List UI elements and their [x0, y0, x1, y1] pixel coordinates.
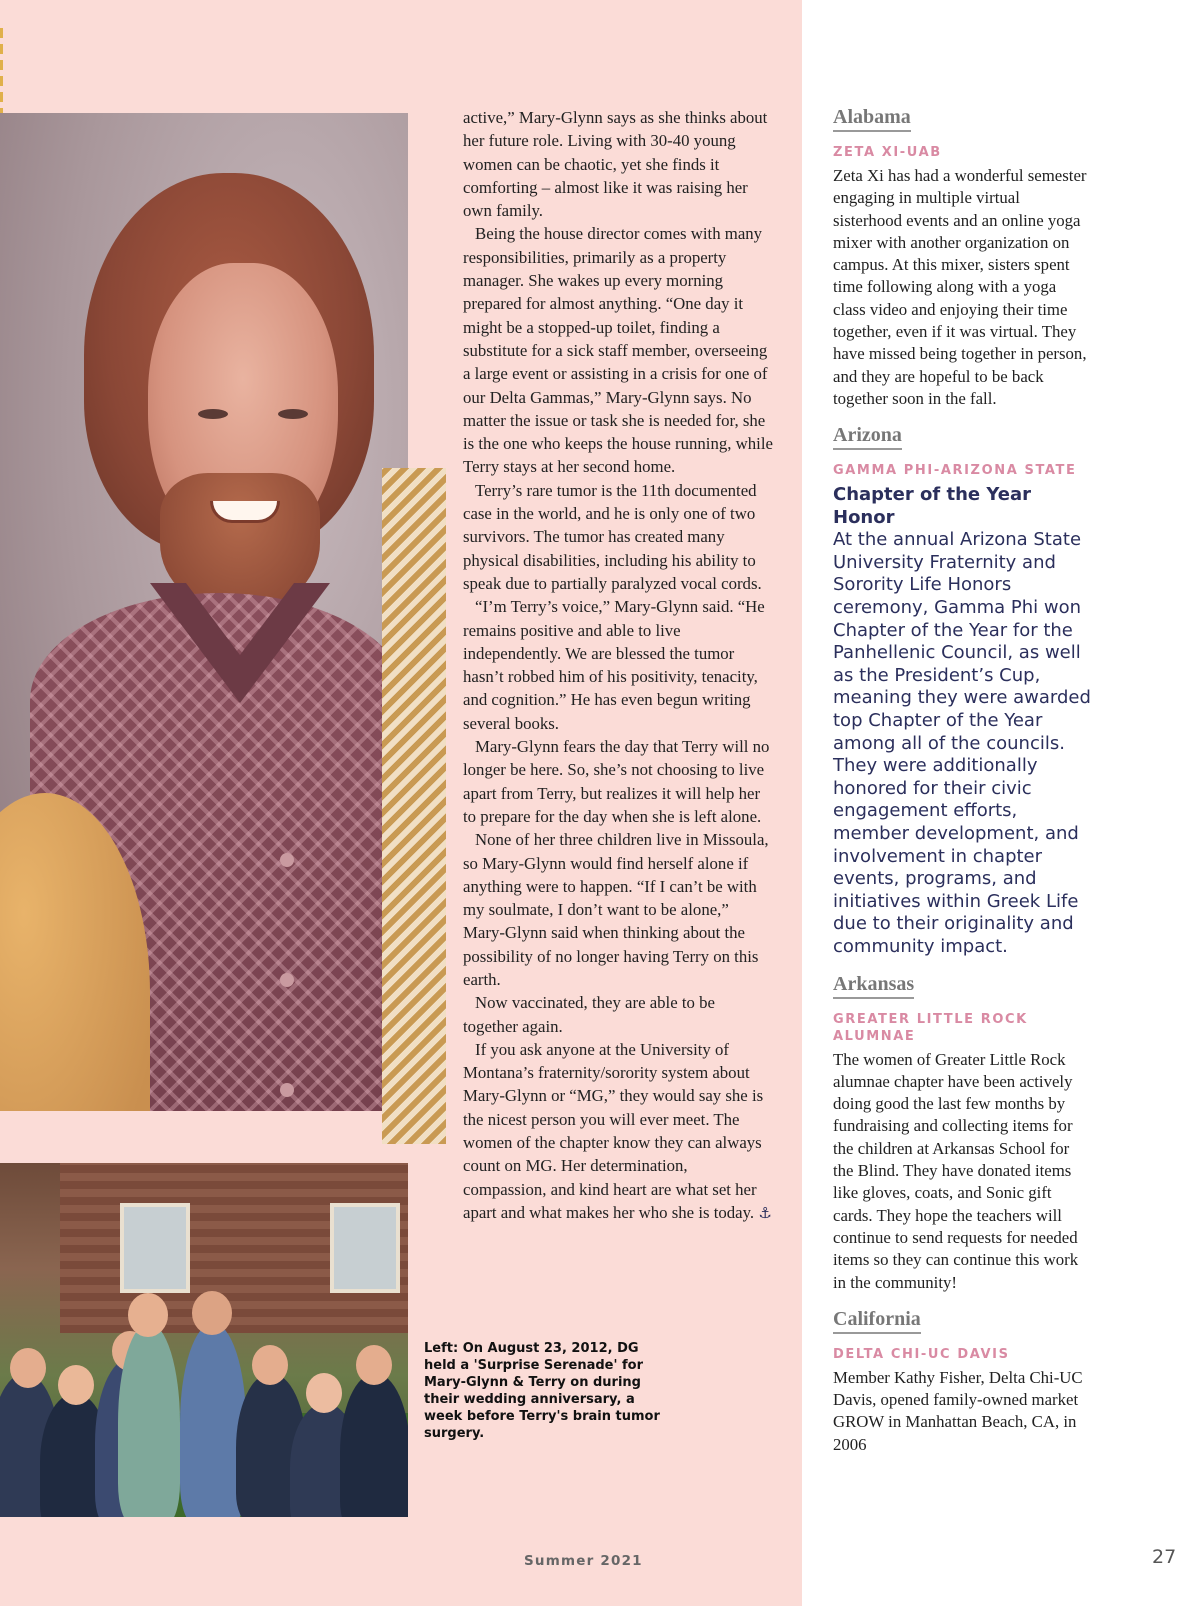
news-entry-california — [833, 1308, 1093, 1456]
portrait-photo-terry — [0, 113, 408, 1111]
honor-title: Chapter of the Year Honor — [833, 484, 1031, 529]
chapter-name: ZETA XI-UAB — [833, 145, 942, 160]
news-entry-alabama — [833, 106, 1093, 410]
article-paragraph-2: Being the house director comes with many responsibilities, primarily as a property manager. She wakes up every morning prepared for almost anything. “One day it might be a stopped-up toilet, finding a substitute for a sick staff member, overseeing a large event or assisting in a crisis for one of our Delta Gammas,” Mary-Glynn says. No matter the issue or task she is needed for, she is the one who keeps the house running, while Terry stays at her second home. — [463, 224, 773, 477]
article-paragraph-5: Mary-Glynn fears the day that Terry will no longer be here. So, she’s not choosing to live apart from Terry, but realizes it will help her to prepare for the day when she is left alone. — [463, 737, 770, 826]
entry-body: Zeta Xi has had a wonderful semester engaging in multiple virtual sisterhood events and an online yoga mixer with another organization on campus. At this mixer, sisters spent time following along with a yoga class video and enjoying their time together, even if it was virtual. They have missed being together in person, and they are hopeful to be back together soon in the fall. — [833, 166, 1087, 408]
article-paragraph-4: “I’m Terry’s voice,” Mary-Glynn said. “He remains positive and able to live independently. We are blessed the tumor hasn’t robbed him of his positivity, tenacity, and cognition.” He has even begun writing several books. — [463, 597, 765, 733]
anchor-icon: ⚓ — [758, 1203, 772, 1222]
page-number: 27 — [1152, 1546, 1177, 1568]
news-entry-arizona — [833, 424, 1093, 958]
article-paragraph-7: Now vaccinated, they are able to be together again. — [463, 993, 715, 1036]
news-entry-arkansas — [833, 973, 1093, 1294]
entry-body: The women of Greater Little Rock alumnae chapter have been actively doing good the last few months by fundraising and collecting items for the children at Arkansas School for the Blind. They have donated items like gloves, coats, and Sonic gift cards. They hope the teachers will continue to send requests for needed items so they can continue this work in the community! — [833, 1049, 1079, 1292]
entry-body: Member Kathy Fisher, Delta Chi-UC Davis, opened family-owned market GROW in Manhattan Beach, CA, in 2006 — [833, 1367, 1083, 1454]
state-heading: California — [833, 1308, 921, 1334]
article-paragraph-3: Terry’s rare tumor is the 11th documented case in the world, and he is only one of two survivors. The tumor has created many physical disabilities, including his ability to speak due to partially paralyzed vocal cords. — [463, 480, 762, 593]
state-heading: Arizona — [833, 424, 902, 450]
chapter-name: GAMMA PHI-ARIZONA STATE — [833, 463, 1077, 479]
article-paragraph-6: None of her three children live in Missoula, so Mary-Glynn would find herself alone if anything were to happen. “If I can’t be with my soulmate, I don’t want to be alone,” Mary-Glynn said when thinking about the possibility of no longer having Terry on this earth. — [463, 830, 769, 989]
entry-body: At the annual Arizona State University Fraternity and Sorority Life Honors ceremony, Gamma Phi won Chapter of the Year for the Panhellenic Council, as well as the President’s Cup, meaning they were awarded top Chapter of the Year among all of the councils. They were additionally honored for their civic engagement efforts, member development, and involvement in chapter events, programs, and initiatives within Greek Life due to their originality and community impact. — [833, 529, 1091, 957]
state-heading: Alabama — [833, 106, 911, 132]
article-paragraph-8 — [463, 1038, 773, 1225]
chapter-name: DELTA CHI-UC DAVIS — [833, 1346, 1010, 1362]
article-paragraph-1: active,” Mary-Glynn says as she thinks about her future role. Living with 30-40 young women can be chaotic, yet she finds it comforting – almost like it was raising her own family. — [463, 108, 768, 221]
photo-caption: Left: On August 23, 2012, DG held a 'Surprise Serenade' for Mary-Glynn & Terry on during their wedding anniversary, a week before Terry's brain tumor surgery. — [424, 1341, 660, 1441]
state-heading: Arkansas — [833, 973, 914, 999]
group-photo-serenade — [0, 1163, 408, 1517]
article-body — [463, 106, 773, 1225]
diagonal-stripe-decoration — [382, 468, 446, 1144]
chapter-news-column — [833, 106, 1093, 1470]
footer-issue-label: Summer 2021 — [524, 1553, 643, 1569]
article-paragraph-8-text: If you ask anyone at the University of Montana’s fraternity/sorority system about Mary-Glynn or “MG,” they would say she is the nicest person you will ever meet. The women of the chapter know they can always count on MG. Her determination, compassion, and kind heart are what set her apart and what makes her who she is today. — [463, 1039, 764, 1222]
chapter-name: GREATER LITTLE ROCK ALUMNAE — [833, 1011, 1028, 1044]
